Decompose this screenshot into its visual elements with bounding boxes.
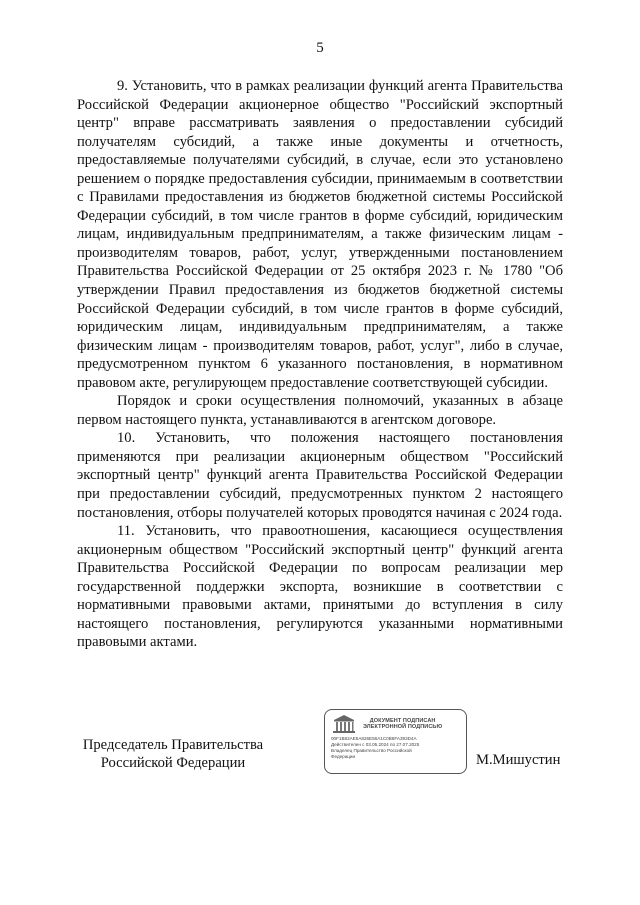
stamp-title-line1: ДОКУМЕНТ ПОДПИСАН (369, 717, 436, 724)
paragraph-10: 10. Установить, что положения настоящего постановления применяются при реализации акционерным обществом "Российский экспортный центр" функций агента Правительства Российской Федерации при предоставлении субсидий, предусмотренных пунктом 2 настоящего постановления, отборы получателей которых проводятся начиная с 2024 года. (77, 430, 563, 521)
signer-position-line2: Российской Федерации (100, 755, 246, 771)
signer-name: М.Мишустин (476, 752, 561, 768)
stamp-owner-line1: Владелец Правительство Российской (331, 748, 412, 753)
stamp-certificate: 00F1B82AE5A826E56A1C0B6FA393D4A (331, 736, 417, 741)
government-building-icon (331, 714, 357, 734)
signer-position-line1: Председатель Правительства (82, 737, 264, 753)
paragraph-9: 9. Установить, что в рамках реализации функций агента Правительства Российской Федерации акционерное общество "Российский экспортный центр" вправе рассматривать заявления о предоставлении субсидий получателям субсидий, а также иные документы и отчетность, предоставляемые получателями субсидий, в случае, если это установлено решением о порядке предоставления субсидии, принимаемым в соответствии с Правилами предоставления из бюджетов бюджетной системы Российской Федерации субсидий, в том числе грантов в форме субсидий, юридическим лицам, индивидуальным предпринимателям, а также физическим лицам - производителям товаров, работ, услуг, утвержденными постановлением Правительства Российской Федерации от 25 октября 2023 г. № 1780 "Об утверждении Правил предоставления из бюджетов бюджетной системы Российской Федерации субсидий, в том числе грантов в форме субсидий, юридическим лицам, индивидуальным предпринимателям, а также физическим лицам - производителям товаров, работ, услуг", либо в случае, предусмотренном пунктом 6 указанного постановления, в нормативном правовом акте, регулирующем предоставление соответствующей субсидии. (77, 78, 563, 391)
stamp-title (363, 718, 442, 731)
document-body (77, 77, 563, 652)
signer-position (80, 736, 266, 772)
page-number: 5 (316, 40, 324, 56)
electronic-signature-stamp (324, 709, 467, 774)
stamp-owner-line2: Федерации (331, 754, 356, 759)
paragraph-11: 11. Установить, что правоотношения, касающиеся осуществления акционерным обществом "Российский экспортный центр" функций агента Правительства Российской Федерации по вопросам реализации мер государственной поддержки экспорта, возникшие в соответствии с нормативными правовыми актами, принятыми до вступления в силу настоящего постановления, регулируются указанными нормативными правовыми актами. (77, 523, 563, 651)
stamp-validity: Действителен с 03.05.2024 по 27.07.2025 (331, 742, 420, 747)
paragraph-9-order: Порядок и сроки осуществления полномочий, указанных в абзаце первом настоящего пункта, устанавливаются в агентском договоре. (77, 393, 563, 428)
stamp-title-line2: ЭЛЕКТРОННОЙ ПОДПИСЬЮ (363, 724, 443, 730)
